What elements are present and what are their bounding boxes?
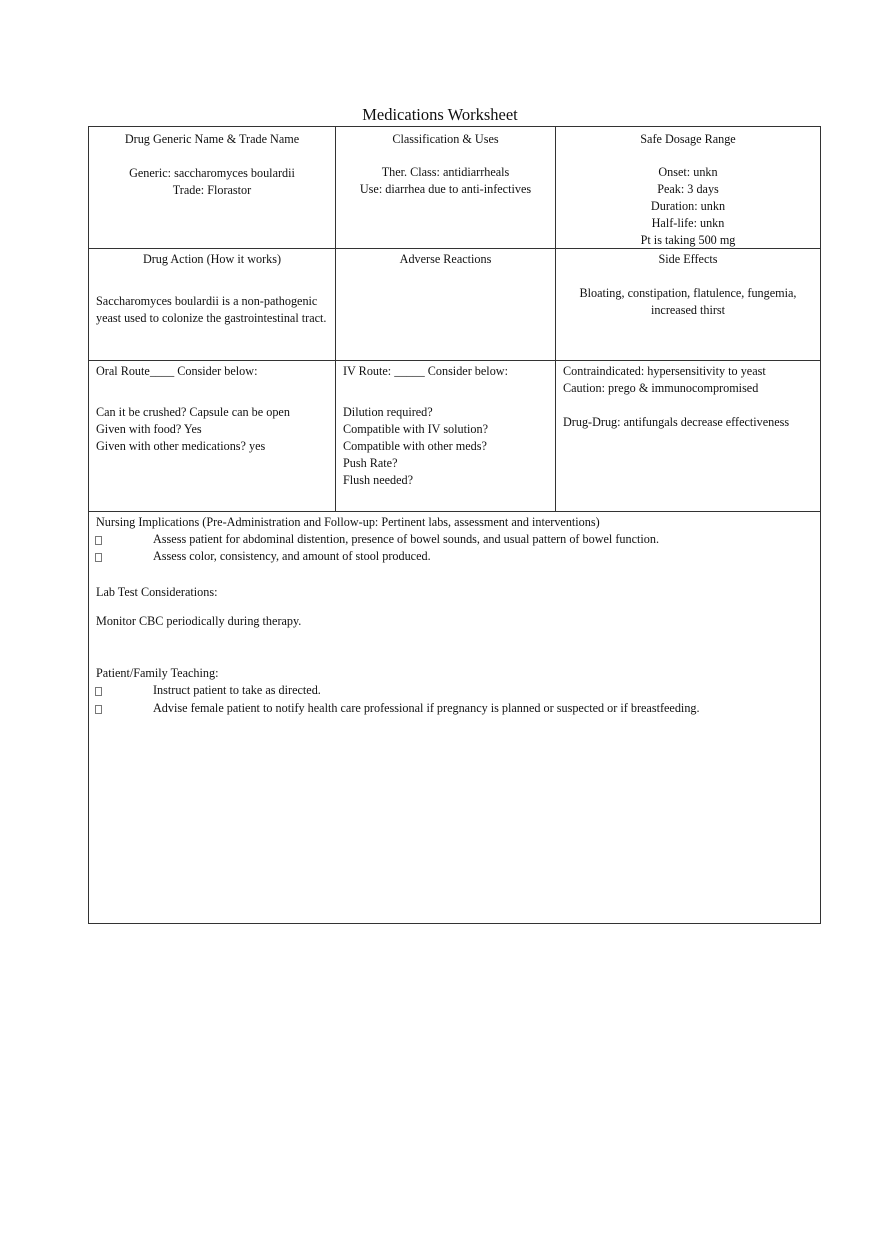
- side-effects-text: Bloating, constipation, flatulence, fungemia, increased thirst: [579, 286, 797, 317]
- nursing-implications-header-cell: [96, 514, 816, 531]
- food-question: Given with food? Yes: [96, 422, 202, 436]
- dilution-question: Dilution required?: [343, 405, 433, 419]
- teaching-item-1: Instruct patient to take as directed.: [153, 683, 321, 697]
- drug-action-text: [96, 293, 334, 327]
- drug-name-cell: [89, 131, 335, 199]
- drug-action-header: Drug Action (How it works): [142, 252, 282, 266]
- push-rate-question: Push Rate?: [343, 456, 398, 470]
- generic-name: Generic: saccharomyces boulardii: [129, 166, 295, 180]
- side-effects-header: Side Effects: [658, 252, 718, 266]
- nursing-item-1: Assess patient for abdominal distention, presence of bowel sounds, and usual pattern of bowel function.: [153, 532, 660, 546]
- iv-route-cell: [343, 363, 553, 489]
- caution-text: Caution: prego & immunocompromised: [563, 381, 759, 395]
- adverse-reactions-cell: [336, 251, 555, 268]
- side-effects-text-cell: [567, 285, 809, 319]
- classification-cell: [336, 131, 555, 198]
- drug-action-description: Saccharomyces boulardii is a non-pathogenic yeast used to colonize the gastrointestinal tract.: [96, 294, 327, 325]
- peak: Peak: 3 days: [657, 182, 719, 196]
- trade-name: Trade: Florastor: [172, 183, 252, 197]
- drug-name-header: Drug Generic Name & Trade Name: [124, 132, 300, 146]
- half-life: Half-life: unkn: [651, 216, 725, 230]
- bullet-box-icon: [95, 536, 102, 545]
- iv-route-header: IV Route: _____ Consider below:: [343, 364, 508, 378]
- flush-question: Flush needed?: [343, 473, 414, 487]
- other-meds-question: Given with other medications? yes: [96, 439, 266, 453]
- compatible-iv-question: Compatible with IV solution?: [343, 422, 489, 436]
- row-divider-2: [89, 360, 820, 361]
- drug-drug-text: Drug-Drug: antifungals decrease effectiveness: [563, 415, 790, 429]
- onset: Onset: unkn: [658, 165, 718, 179]
- bullet-box-icon: [95, 705, 102, 714]
- contraindicated-text: Contraindicated: hypersensitivity to yeast: [563, 364, 766, 378]
- teaching-item-2: Advise female patient to notify health care professional if pregnancy is planned or suspected or if breastfeeding.: [153, 701, 700, 715]
- crushed-question: Can it be crushed? Capsule can be open: [96, 405, 290, 419]
- duration: Duration: unkn: [650, 199, 726, 213]
- worksheet-table: [88, 126, 821, 924]
- oral-route-cell: [96, 363, 334, 455]
- nursing-implications-header: Nursing Implications (Pre-Administration and Follow-up: Pertinent labs, assessment and interventions): [96, 515, 600, 529]
- drug-use: Use: diarrhea due to anti-infectives: [359, 182, 532, 196]
- dosage-header: Safe Dosage Range: [640, 132, 736, 146]
- lab-test-text: Monitor CBC periodically during therapy.: [96, 614, 302, 628]
- contraindications-cell: [563, 363, 819, 431]
- oral-route-header: Oral Route____ Consider below:: [96, 364, 258, 378]
- page-title: Medications Worksheet: [362, 105, 518, 124]
- nursing-item-2: Assess color, consistency, and amount of stool produced.: [153, 549, 431, 563]
- therapeutic-class: Ther. Class: antidiarrheals: [381, 165, 510, 179]
- row-divider-3: [89, 511, 820, 512]
- adverse-reactions-header: Adverse Reactions: [399, 252, 492, 266]
- bullet-box-icon: [95, 553, 102, 562]
- dosage-cell: [556, 131, 820, 249]
- bullet-box-icon: [95, 687, 102, 696]
- drug-action-header-cell: [89, 251, 335, 268]
- classification-header: Classification & Uses: [392, 132, 499, 146]
- compatible-meds-question: Compatible with other meds?: [343, 439, 487, 453]
- current-dose: Pt is taking 500 mg: [640, 233, 736, 247]
- side-effects-cell: [556, 251, 820, 268]
- patient-teaching-header: Patient/Family Teaching:: [96, 666, 219, 680]
- lab-test-header: Lab Test Considerations:: [96, 585, 218, 599]
